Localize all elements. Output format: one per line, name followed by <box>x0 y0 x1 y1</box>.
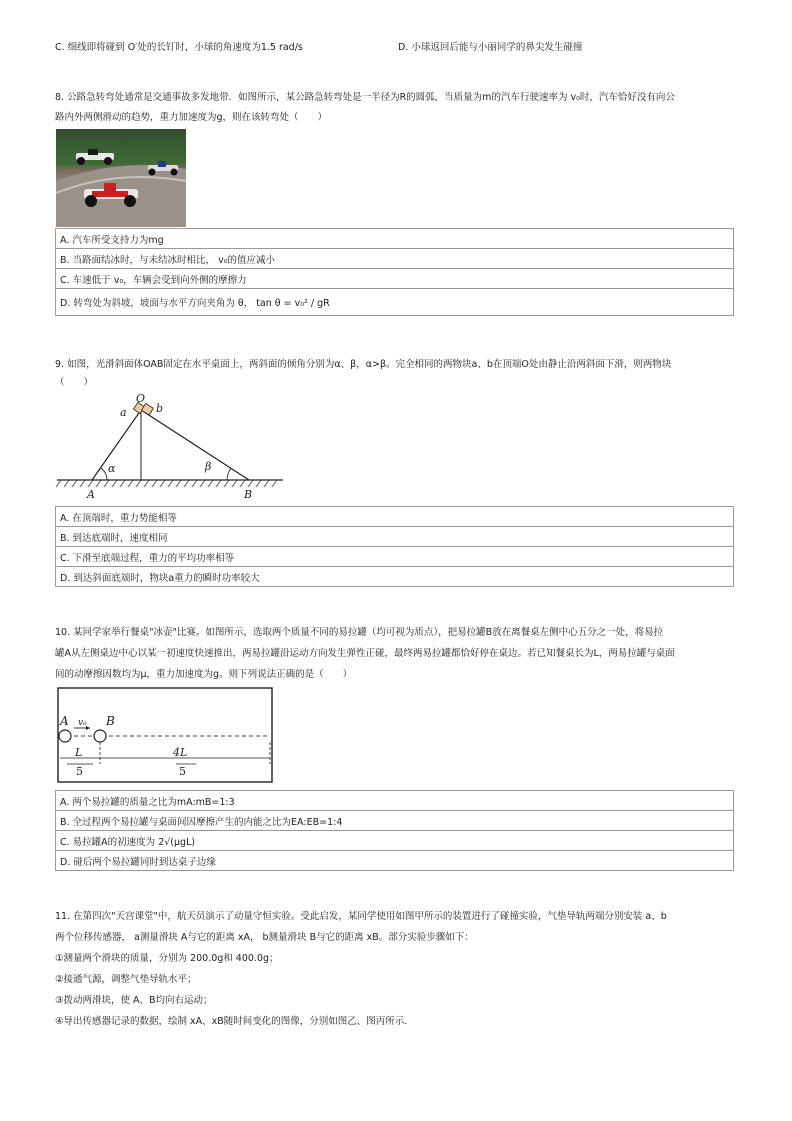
q10-stem-line1: 10. 某同学家举行餐桌"冰壶"比赛。如图所示，选取两个质量不同的易拉罐（均可视为质点），把易拉罐B放在离餐桌左侧中心五分之一处，将易拉 <box>55 627 664 638</box>
q8-option-d[interactable]: D. 转弯处为斜坡，坡面与水平方向夹角为 θ， tan θ = v₀² / gR <box>56 289 734 316</box>
q10-option-a[interactable]: A. 两个易拉罐的质量之比为mA:mB=1:3 <box>56 791 734 811</box>
q11-stem-line1: 11. 在第四次"天宫课堂"中，航天员演示了动量守恒实验。受此启发，某同学使用如图甲所示的装置进行了碰撞实验，气垫导轨两端分别安装 a、b <box>55 911 667 922</box>
label-point-b: B <box>244 488 253 501</box>
q9-options-table <box>55 506 734 587</box>
q7-option-c: C. 细线即将碰到 O′处的长钉时，小球的角速度为1.5 rad/s <box>55 42 303 53</box>
q8-option-c[interactable]: C. 车速低于 v₀，车辆会受到向外侧的摩擦力 <box>56 269 734 289</box>
q8-option-b[interactable]: B. 当路面结冰时，与未结冰时相比， v₀的值应减小 <box>56 249 734 269</box>
label-a-block: a <box>120 406 127 419</box>
q10-stem-line3: 间的动摩擦因数均为μ，重力加速度为g。则下列说法正确的是（ ） <box>55 669 353 680</box>
q11-step-1: ①测量两个滑块的质量，分别为 200.0g和 400.0g； <box>55 953 279 964</box>
v0-label: v₀ <box>78 718 87 728</box>
q10-option-b[interactable]: B. 全过程两个易拉罐与桌面间因摩擦产生的内能之比为EA:EB=1:4 <box>56 811 734 831</box>
q8-stem-line2: 路内外两侧滑动的趋势，重力加速度为g，则在该转弯处（ ） <box>55 112 328 123</box>
q7-option-d: D. 小球返回后能与小丽同学的鼻尖发生碰撞 <box>398 42 583 53</box>
label-alpha: α <box>108 462 116 475</box>
l-label: L <box>75 746 83 759</box>
can-a-label: A <box>60 714 69 728</box>
q9-option-c[interactable]: C. 下滑至底端过程，重力的平均功率相等 <box>56 547 734 567</box>
label-o: O <box>136 392 146 405</box>
race-car-photo <box>56 129 186 227</box>
five-label: 5 <box>76 765 83 778</box>
label-point-a: A <box>87 488 95 501</box>
q9-option-a[interactable]: A. 在顶端时，重力势能相等 <box>56 507 734 527</box>
q10-option-d[interactable]: D. 碰后两个易拉罐同时到达桌子边缘 <box>56 851 734 871</box>
q8-options-table <box>55 228 734 316</box>
table-curling-figure <box>56 686 274 784</box>
q10-stem-line2: 罐A从左侧桌边中心以某一初速度快速推出，两易拉罐沿运动方向发生弹性正碰，最终两易拉罐都恰好停在桌边。若已知餐桌长为L，两易拉罐与桌面 <box>55 648 675 659</box>
q11-step-3: ③拨动两滑块，使 A、B均向右运动； <box>55 995 213 1006</box>
q9-stem-line1: 9. 如图，光滑斜面体OAB固定在水平桌面上，两斜面的倾角分别为α、β，α>β。完全相同的两物块a、b在顶端O处由静止沿两斜面下滑，则两物块 <box>55 359 672 370</box>
q10-options-table <box>55 790 734 871</box>
five-label-2: 5 <box>179 765 186 778</box>
q9-option-d[interactable]: D. 到达斜面底端时，物块a重力的瞬时功率较大 <box>56 567 734 587</box>
q10-option-c[interactable]: C. 易拉罐A的初速度为 2√(μgL) <box>56 831 734 851</box>
q8-stem-line1: 8. 公路急转弯处通常是交通事故多发地带．如图所示，某公路急转弯处是一半径为R的圆弧，当质量为m的汽车行驶速率为 v₀时，汽车恰好没有向公 <box>55 92 675 103</box>
four-l-label: 4L <box>173 746 188 759</box>
label-b-block: b <box>156 402 164 415</box>
q9-stem-line2: （ ） <box>55 377 94 388</box>
can-b-label: B <box>106 714 115 728</box>
q11-stem-line2: 两个位移传感器， a测量滑块 A与它的距离 xA， b测量滑块 B与它的距离 xB。部分实验步骤如下： <box>55 932 474 943</box>
q9-option-b[interactable]: B. 到达底端时，速度相同 <box>56 527 734 547</box>
q11-step-2: ②接通气源，调整气垫导轨水平； <box>55 974 197 985</box>
label-beta: β <box>205 460 212 473</box>
incline-figure <box>55 392 285 504</box>
q11-step-4: ④导出传感器记录的数据，绘制 xA、xB随时间变化的图像，分别如图乙、图丙所示. <box>55 1016 408 1027</box>
q8-option-a[interactable]: A. 汽车所受支持力为mg <box>56 229 734 249</box>
